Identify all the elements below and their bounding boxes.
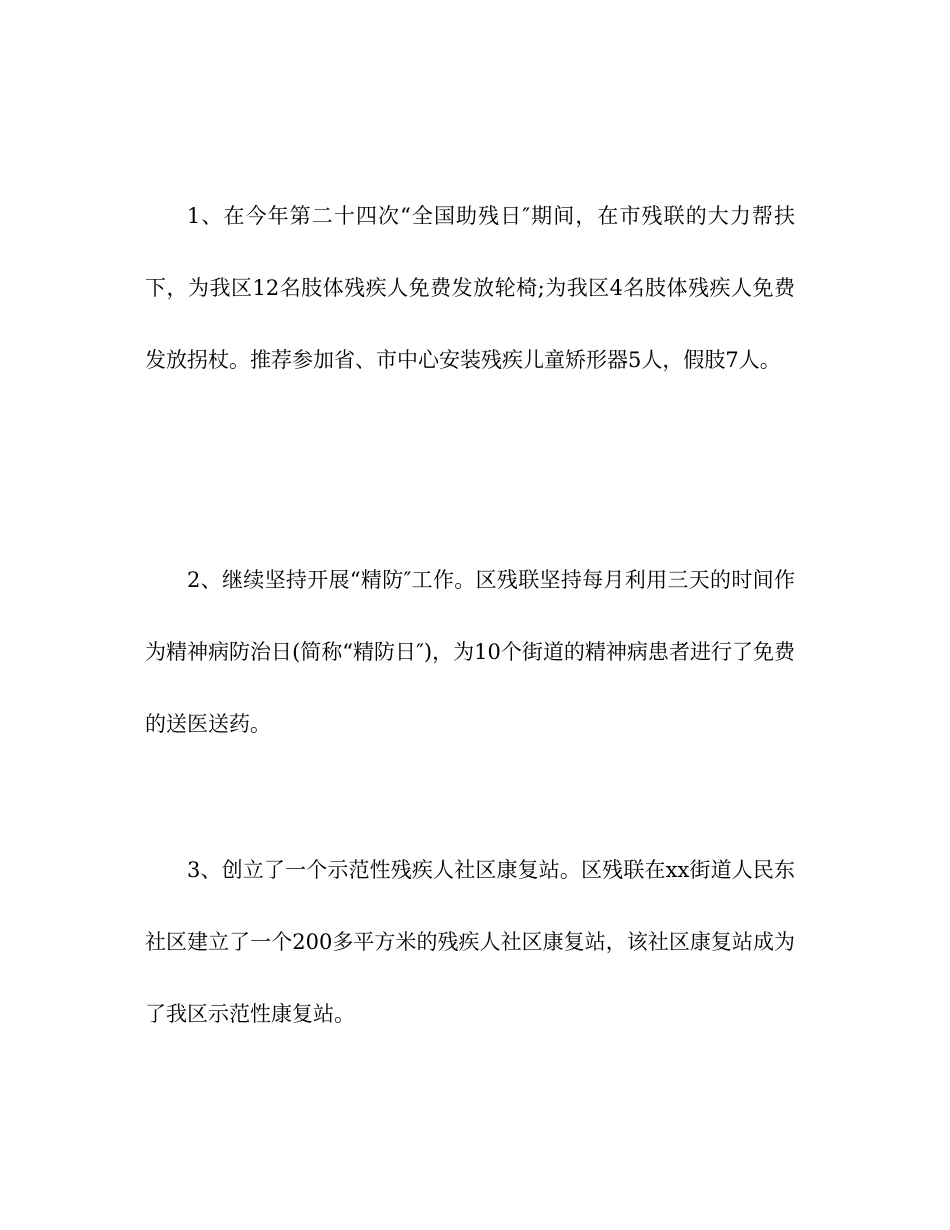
paragraph-wheelchair-distribution: 1、在今年第二十四次“全国助残日″期间，在市残联的大力帮扶下，为我区12名肢体残疾人免费发放轮椅;为我区4名肢体残疾人免费发放拐杖。推荐参加省、市中心安装残疾儿童矫形器5人，假肢7人。: [145, 204, 795, 372]
paragraph-mental-health-prevention: 2、继续坚持开展“精防″工作。区残联坚持每月利用三天的时间作为精神病防治日(简称“精防日″)，为10个街道的精神病患者进行了免费的送医送药。: [145, 568, 795, 736]
paragraph-community-rehab-station: 3、创立了一个示范性残疾人社区康复站。区残联在xx街道人民东社区建立了一个200多平方米的残疾人社区康复站，该社区康复站成为了我区示范性康复站。: [145, 858, 795, 1026]
